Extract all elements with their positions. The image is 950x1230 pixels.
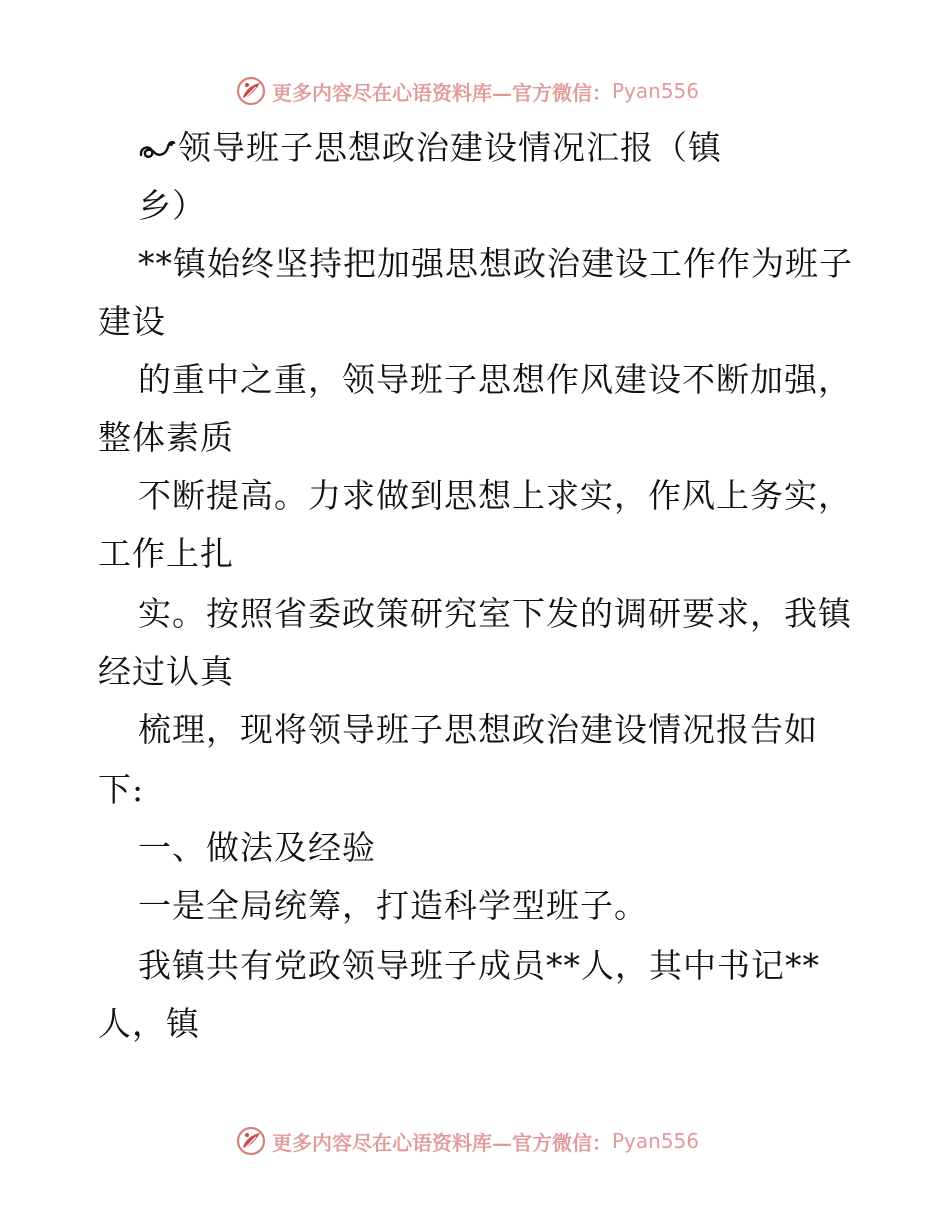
paragraph-line: 不断提高。力求做到思想上求实，作风上务实， — [138, 476, 852, 515]
watermark-account: Pyan556 — [612, 1129, 700, 1153]
subsection-heading: 一是全局统筹，打造科学型班子。 — [138, 886, 648, 925]
watermark-text: 更多内容尽在心语资料库—官方微信： — [272, 80, 612, 105]
document-title-line-2: 乡） — [138, 186, 206, 225]
paragraph-line: 整体素质 — [98, 418, 234, 457]
watermark-text: 更多内容尽在心语资料库—官方微信： — [272, 1130, 612, 1155]
paragraph-line: 实。按照省委政策研究室下发的调研要求，我镇 — [138, 594, 852, 633]
document-title-text: 领导班子思想政治建设情况汇报（镇 — [178, 128, 722, 167]
paragraph-line: **镇始终坚持把加强思想政治建设工作作为班子 — [138, 244, 853, 283]
leaf-emblem-icon — [236, 76, 266, 106]
paragraph-line: 建设 — [98, 302, 166, 341]
watermark-account: Pyan556 — [612, 79, 700, 103]
header-watermark — [236, 74, 699, 108]
leaf-emblem-icon — [236, 1126, 266, 1156]
paragraph-line: 经过认真 — [98, 652, 234, 691]
document-title-line-1 — [138, 128, 722, 168]
paragraph-line: 下: — [98, 770, 145, 809]
paragraph-line: 的重中之重，领导班子思想作风建设不断加强， — [138, 360, 852, 399]
paragraph-line: 我镇共有党政领导班子成员**人，其中书记** — [138, 946, 820, 985]
paragraph-line: 人，镇 — [98, 1004, 200, 1043]
paragraph-line: 工作上扎 — [98, 534, 234, 573]
paragraph-line: 梳理，现将领导班子思想政治建设情况报告如 — [138, 710, 818, 749]
section-heading: 一、做法及经验 — [138, 828, 376, 867]
footer-watermark — [236, 1124, 699, 1158]
swirl-flourish-icon — [138, 133, 176, 163]
